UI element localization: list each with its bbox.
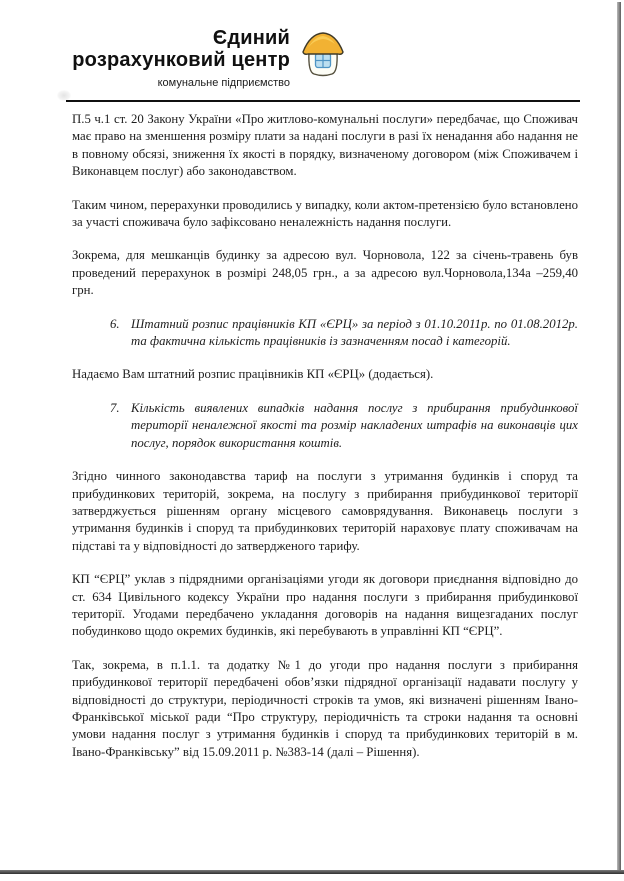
list-item-6-text: Штатний розпис працівників КП «ЄРЦ» за період з 01.10.2011р. по 01.08.2012р. та фактична кількість працівників із зазначенням посад і категорій. <box>131 316 578 349</box>
paragraph-tariff-legislation: Згідно чинного законодавства тариф на послуги з утримання будинків і споруд та прибудинкових територій, зокрема, на послугу з прибирання прибудинкової території затверджується рішенням органу місцевого самоврядування. Виконавець послуги з утримання будинків і споруд та прибудинкових територій нараховує плату споживачам на підставі та у відповідності до затвердженого тарифу. <box>72 469 578 553</box>
list-item-7 <box>72 400 578 452</box>
org-name-line1: Єдиний <box>212 27 290 49</box>
document-body <box>72 111 578 777</box>
paragraph-recalculation-condition: Таким чином, перерахунки проводились у випадку, коли актом-претензією було встановлено за участі споживача було зафіксовано неналежність надання послуги. <box>72 197 578 230</box>
paragraph-contracts-erc: КП “ЄРЦ” уклав з підрядними організаціями угоди як договори приєднання відповідно до ст. 634 Цивільного кодексу України про надання послуги з прибирання прибудинкової території. Угодами передбачено укладання договорів на надання вищезгаданих послуг побудинково щодо окремих будинків, які перебувають в управлінні КП “ЄРЦ”. <box>72 572 578 639</box>
paragraph-law-reference: П.5 ч.1 ст. 20 Закону України «Про житлово-комунальні послуги» передбачає, що Споживач має право на зменшення розміру плати за надані послуги в разі їх ненадання або надання не в повному обсязі, зниження їх якості в порядку, визначеному договором (між Споживачем і Виконавцем послуг) або законодавством. <box>72 112 578 179</box>
list-item-6-number: 6. <box>110 316 120 331</box>
page-border-right <box>617 2 621 873</box>
list-item-7-text: Кількість виявлених випадків надання послуг з прибирання прибудинкової території неналежної якості та розмір накладених штрафів на виконавців цих послуг, порядок використання коштів. <box>131 400 578 450</box>
header-divider <box>66 100 580 102</box>
paragraph-city-council-decision: Так, зокрема, в п.1.1. та додатку №1 до угоди про надання послуги з прибирання прибудинкової території передбачені обов’язки підрядної організації надавати послугу у відповідності до структури, періодичності строків та умов, які визначені рішенням Івано-Франківської міської ради “Про структуру, періодичність та строки надання та основні умови надання послуг з утримання будинків і споруд та прибудинкових територій в м. Івано-Франківську” від 15.09.2011 р. №383-14 (далі – Рішення). <box>72 657 578 759</box>
paragraph-chornovola-recalculation: Зокрема, для мешканців будинку за адресою вул. Чорновола, 122 за січень-травень був проведений перерахунок в розмірі 248,05 грн., а за адресою вул.Чорновола,134а –259,40 грн. <box>72 248 578 298</box>
org-subtitle: комунальне підприємство <box>157 77 290 89</box>
page-border-bottom <box>0 870 624 874</box>
logo-house-icon <box>300 30 346 79</box>
list-item-7-number: 7. <box>110 400 120 415</box>
paragraph-staffing-attachment: Надаємо Вам штатний розпис працівників КП «ЄРЦ» (додається). <box>72 367 434 382</box>
letterhead <box>72 27 290 90</box>
list-item-6 <box>72 316 578 351</box>
org-name-line2: розрахунковий центр <box>72 49 290 71</box>
